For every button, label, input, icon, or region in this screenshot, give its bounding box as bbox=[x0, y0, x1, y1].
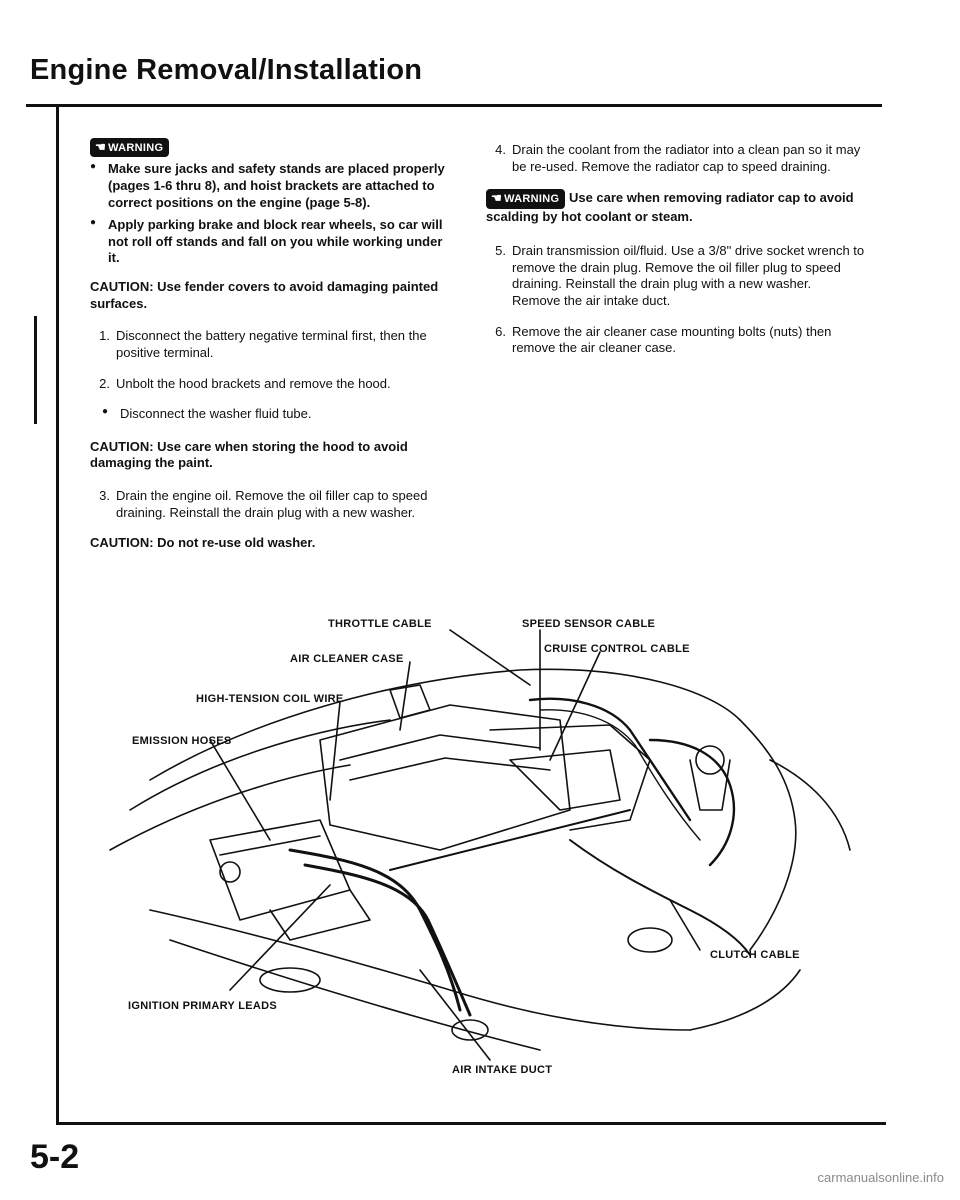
step-text: Drain the coolant from the radiator into a clean pan so it may be re-used. Remove the radiator cap to speed draining. bbox=[512, 142, 861, 174]
step-number: 1. bbox=[99, 328, 110, 344]
label-clutch-cable: CLUTCH CABLE bbox=[710, 949, 800, 961]
warning-badge-label: WARNING bbox=[504, 193, 560, 206]
hose-fitting bbox=[220, 862, 240, 882]
source-watermark: carmanualsonline.info bbox=[817, 1170, 944, 1185]
page-title: Engine Removal/Installation bbox=[30, 54, 423, 86]
valve-cover-line bbox=[340, 735, 540, 760]
lower-hose bbox=[570, 840, 750, 955]
step-1 bbox=[90, 328, 446, 361]
warning-badge bbox=[486, 189, 565, 208]
step-number: 6. bbox=[495, 323, 506, 339]
right-fender-line bbox=[740, 720, 796, 950]
leader-emission-hoses bbox=[210, 740, 270, 840]
warning-list bbox=[90, 161, 446, 267]
left-column bbox=[90, 138, 446, 568]
sub-bullet-washer-tube: ● Disconnect the washer fluid tube. bbox=[102, 406, 446, 423]
label-ignition-primary-leads: IGNITION PRIMARY LEADS bbox=[128, 1000, 277, 1012]
fluid-reservoir bbox=[690, 760, 730, 810]
step-6 bbox=[486, 324, 868, 357]
revision-margin-bar bbox=[34, 316, 37, 424]
label-throttle-cable: THROTTLE CABLE bbox=[328, 618, 432, 630]
pointing-hand-icon: ☚ bbox=[491, 191, 503, 206]
step-number: 2. bbox=[99, 375, 110, 391]
label-air-intake-duct: AIR INTAKE DUCT bbox=[452, 1064, 553, 1076]
step-text: Drain the engine oil. Remove the oil filler cap to speed draining. Reinstall the drain plug with a new washer. bbox=[116, 488, 428, 520]
pointing-hand-icon: ☚ bbox=[95, 140, 107, 154]
label-cruise-control-cable: CRUISE CONTROL CABLE bbox=[544, 643, 690, 655]
caution-fender-covers: CAUTION: Use fender covers to avoid damaging painted surfaces. bbox=[90, 279, 439, 311]
step-2 bbox=[90, 376, 446, 393]
radiator-warning-text: Use care when removing radiator cap to avoid scalding by hot coolant or steam. bbox=[486, 190, 854, 224]
header-rule bbox=[26, 104, 882, 107]
caution-washer: CAUTION: Do not re-use old washer. bbox=[90, 535, 316, 551]
reservoir-cap bbox=[696, 746, 724, 774]
intake-duct-outline bbox=[305, 865, 470, 1015]
engine-bay-illustration bbox=[90, 610, 870, 1090]
step-number: 3. bbox=[99, 488, 110, 504]
engine-bay-drawing bbox=[90, 610, 870, 1090]
warning-badge-label: WARNING bbox=[108, 142, 164, 154]
step-5 bbox=[486, 243, 868, 310]
warning-block bbox=[90, 138, 446, 267]
label-speed-sensor-cable: SPEED SENSOR CABLE bbox=[522, 618, 656, 630]
step-text: Drain transmission oil/fluid. Use a 3/8" drive socket wrench to remove the drain plug. Remove the oil filler plug to speed draining. Reinstall the drain plug with a new washer. bbox=[512, 243, 865, 292]
radiator-warning bbox=[486, 189, 868, 225]
page-number: 5-2 bbox=[30, 1138, 80, 1176]
label-air-cleaner-case: AIR CLEANER CASE bbox=[290, 653, 404, 665]
content-frame-bottom-rule bbox=[56, 1122, 886, 1125]
lower-body-line bbox=[170, 940, 540, 1050]
step-3 bbox=[90, 488, 446, 521]
step-text-secondary: Remove the air intake duct. bbox=[512, 293, 671, 309]
content-frame-left-rule bbox=[56, 104, 59, 1124]
radiator-hose-end bbox=[260, 968, 320, 992]
throttle-cable-route bbox=[390, 810, 630, 870]
intake-manifold bbox=[490, 725, 650, 830]
leader-coil-wire bbox=[330, 702, 340, 800]
caution-hood: CAUTION: Use care when storing the hood to avoid damaging the paint. bbox=[90, 438, 408, 471]
warning-badge bbox=[90, 138, 169, 157]
left-fender-line bbox=[130, 720, 390, 810]
right-fender-edge bbox=[770, 760, 850, 850]
step-text: Remove the air cleaner case mounting bolts (nuts) then remove the air cleaner case. bbox=[512, 323, 832, 356]
step-number: 4. bbox=[495, 142, 506, 157]
strut-tower bbox=[628, 928, 672, 952]
step-number: 5. bbox=[495, 243, 506, 259]
right-lower-body bbox=[690, 970, 800, 1030]
right-column bbox=[486, 142, 868, 371]
cruise-cable-loop bbox=[650, 740, 734, 865]
step-text: Unbolt the hood brackets and remove the hood. bbox=[116, 375, 391, 391]
leader-air-cleaner bbox=[400, 662, 410, 730]
label-emission-hoses: EMISSION HOSES bbox=[132, 735, 232, 747]
ignition-coil bbox=[390, 685, 430, 718]
warning-item: ● Apply parking brake and block rear wheels, so car will not roll off stands and fall on you while working under it. bbox=[90, 217, 446, 267]
warning-item: ● Make sure jacks and safety stands are placed properly (pages 1-6 thru 8), and hoist brackets are attached to correct positions on the engine (page 5-8). bbox=[90, 161, 446, 211]
label-high-tension-coil-wire: HIGH-TENSION COIL WIRE bbox=[196, 693, 344, 705]
step-text: Disconnect the battery negative terminal first, then the positive terminal. bbox=[116, 328, 427, 360]
duct-inlet bbox=[452, 1020, 488, 1040]
step-4 bbox=[486, 142, 868, 175]
